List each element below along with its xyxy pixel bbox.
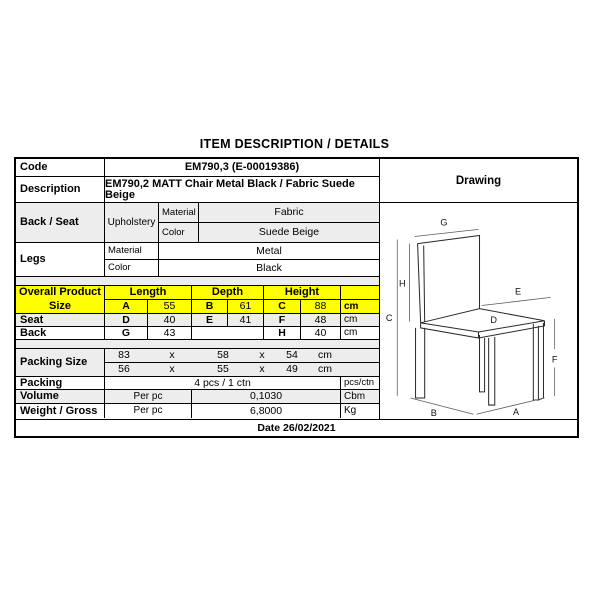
- description-value: EM790,2 MATT Chair Metal Black / Fabric Suede Beige: [105, 177, 355, 201]
- back-seat-label: Back / Seat: [16, 203, 105, 242]
- page-title: ITEM DESCRIPTION / DETAILS: [199, 137, 390, 151]
- dim-key-b: B: [192, 300, 228, 313]
- dim-key-e: E: [192, 314, 228, 326]
- drawing-area: [380, 203, 577, 419]
- pack2-v2: 55: [217, 363, 229, 376]
- depth-header: Depth: [192, 286, 264, 299]
- drawing-header: Drawing: [380, 159, 577, 203]
- overall-size-values-row: [105, 300, 379, 313]
- packing-size-row-2: [105, 363, 379, 376]
- dim-val-h: 40: [301, 327, 341, 339]
- pack2-unit: cm: [318, 363, 332, 376]
- seat-row: [16, 314, 379, 327]
- upholstery-label: Upholstery: [105, 203, 159, 242]
- dim-val-b: 61: [228, 300, 264, 313]
- weight-row: [16, 404, 379, 418]
- spacer-row: [16, 277, 379, 286]
- dim-key-f: F: [264, 314, 301, 326]
- overall-size-label-line1: Overall Product: [19, 286, 101, 299]
- dim-label-h: H: [399, 278, 406, 289]
- pack1-x2: x: [259, 349, 265, 362]
- dim-label-a: A: [513, 407, 520, 418]
- overall-size-label-line2: Size: [48, 299, 71, 312]
- spec-columns: [16, 159, 380, 419]
- legs-subrows: [105, 243, 379, 276]
- packing-size-section: [16, 349, 379, 377]
- pack1-unit: cm: [318, 349, 332, 362]
- dim-label-f: F: [551, 354, 558, 365]
- code-label: Code: [16, 159, 105, 176]
- packing-dims-2: [105, 363, 379, 376]
- dim-val-g: 43: [148, 327, 192, 339]
- spec-table: [14, 157, 579, 438]
- dim-label-g: G: [440, 217, 448, 228]
- dim-label-b: B: [430, 408, 437, 419]
- dim-val-c: 88: [301, 300, 341, 313]
- overall-unit: cm: [341, 300, 379, 313]
- table-main: [16, 159, 577, 419]
- drawing-panel: [380, 159, 577, 419]
- weight-per: Per pc: [105, 404, 192, 418]
- pack2-v1: 56: [118, 363, 130, 376]
- packing-unit: pcs/ctn: [344, 377, 375, 389]
- overall-size-section: [16, 286, 379, 314]
- material-label: Material: [159, 203, 199, 222]
- dim-key-h: H: [264, 327, 301, 339]
- dim-val-e: 41: [228, 314, 264, 326]
- dimension-labels: [386, 217, 558, 418]
- overall-size-label: [16, 286, 105, 313]
- pack2-x1: x: [169, 363, 175, 376]
- packing-size-row-1: [105, 349, 379, 363]
- dim-val-a: 55: [148, 300, 192, 313]
- pack1-v1: 83: [118, 349, 130, 362]
- weight-unit: Kg: [344, 405, 357, 416]
- weight-label: Weight / Gross: [16, 404, 105, 418]
- pack2-v3: 49: [286, 363, 298, 376]
- color-value: Suede Beige: [258, 226, 320, 239]
- description-row: [16, 177, 379, 203]
- color-label: Color: [159, 223, 199, 242]
- date-row: [16, 419, 577, 436]
- dim-label-c: C: [385, 312, 393, 323]
- date-text: Date 26/02/2021: [257, 422, 336, 435]
- legs-section: [16, 243, 379, 277]
- size-header-row: [105, 286, 379, 300]
- chair-drawing: [380, 203, 577, 419]
- seat-label: Seat: [16, 314, 105, 326]
- back-unit: cm: [344, 327, 358, 338]
- back-seat-subrows: [159, 203, 379, 242]
- legs-color-value: Black: [256, 261, 282, 274]
- overall-size-subrows: [105, 286, 379, 313]
- pack1-v3: 54: [286, 349, 298, 362]
- height-header: Height: [264, 286, 341, 299]
- volume-value: 0,1030: [192, 390, 341, 403]
- back-seat-material-row: [159, 203, 379, 223]
- empty-cell: [192, 327, 264, 339]
- legs-color-row: [105, 260, 379, 276]
- back-label: Back: [16, 327, 105, 339]
- pack2-x2: x: [259, 363, 265, 376]
- packing-value: 4 pcs / 1 ctn: [105, 377, 341, 389]
- volume-unit: Cbm: [344, 390, 366, 402]
- dim-val-d: 40: [148, 314, 192, 326]
- back-row: [16, 327, 379, 340]
- legs-label: Legs: [16, 243, 105, 276]
- packing-row: [16, 377, 379, 390]
- volume-label: Volume: [16, 390, 105, 403]
- size-header-unit-cell: [341, 286, 379, 299]
- code-row: [16, 159, 379, 177]
- packing-size-subrows: [105, 349, 379, 376]
- packing-size-label: Packing Size: [16, 349, 105, 376]
- dim-label-d: D: [490, 314, 498, 325]
- legs-material-label: Material: [105, 243, 159, 259]
- dim-key-a: A: [105, 300, 148, 313]
- legs-material-row: [105, 243, 379, 260]
- weight-value: 6,8000: [192, 404, 341, 418]
- dim-key-d: D: [105, 314, 148, 326]
- material-value: Fabric: [274, 206, 304, 219]
- legs-material-value: Metal: [256, 244, 282, 257]
- back-seat-section: [16, 203, 379, 243]
- length-header: Length: [105, 286, 192, 299]
- packing-dims-1: [105, 349, 379, 362]
- pack1-x1: x: [169, 349, 175, 362]
- dim-key-c: C: [264, 300, 301, 313]
- legs-color-label: Color: [105, 260, 159, 276]
- dim-label-e: E: [515, 286, 522, 297]
- dim-key-g: G: [105, 327, 148, 339]
- code-value: EM790,3 (E-00019386): [184, 161, 300, 173]
- seat-unit: cm: [344, 314, 358, 325]
- spacer-row: [16, 340, 379, 349]
- packing-label: Packing: [16, 377, 105, 389]
- description-label: Description: [16, 177, 105, 202]
- back-seat-color-row: [159, 223, 379, 242]
- chair-outline: [416, 235, 545, 405]
- pack1-v2: 58: [217, 349, 229, 362]
- volume-row: [16, 390, 379, 404]
- dim-val-f: 48: [301, 314, 341, 326]
- volume-per: Per pc: [105, 390, 192, 403]
